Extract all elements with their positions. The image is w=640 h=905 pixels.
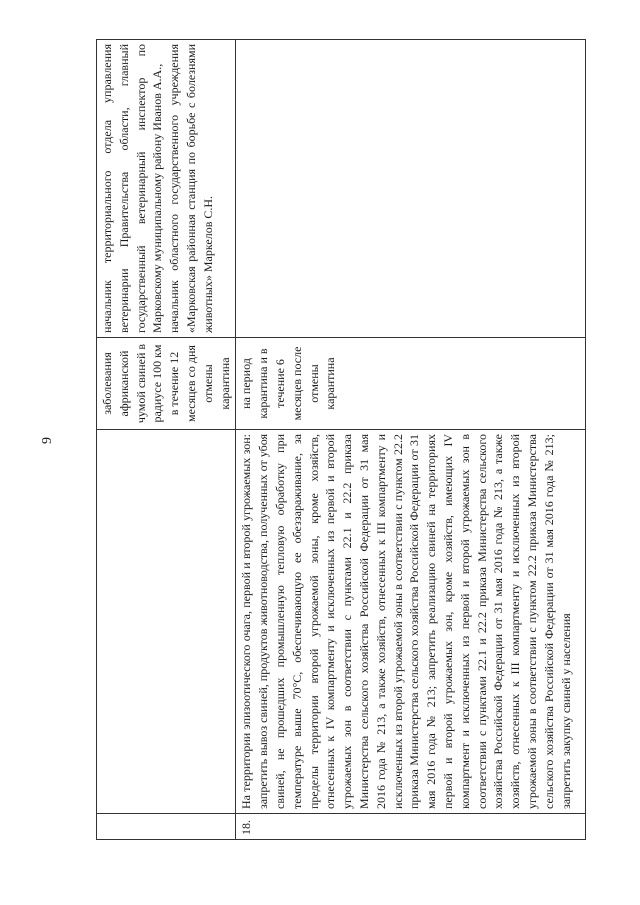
responsible-cell-empty: [236, 40, 586, 338]
responsible-line-1: начальник территориального отдела управления ветеринарии Правительства области, главный государственный ветеринарный инспектор по Марковскому муниципальному району Иванов А.А.,: [100, 44, 165, 333]
responsible-line-2: начальник областного государственного учреждения «Марковская районная станция по борьбе с болезнями животных» Маркелов С.Н.: [167, 44, 215, 333]
measures-table: [96, 39, 586, 840]
top-row-measure-cell: [97, 430, 236, 814]
page-number: 9: [40, 437, 55, 444]
top-row-number-cell: [97, 814, 236, 840]
row-number: 18.: [236, 814, 586, 840]
responsible-cell: [97, 40, 236, 338]
measure-cell: На территории эпизоотического очага, первой и второй угрожаемых зон: запретить вывоз свиней, продуктов животноводства, полученных от убоя свиней, не прошедших промышленную тепловую обработку при температуре выше 70°С, обеспечивающую ее обеззараживание, за пределы территории второй угрожаемой зоны, кроме хозяйств, отнесенных к IV компартменту и исключенных из первой и второй угрожаемых зон в соответствии с пунктами 22.1 и 22.2 приказа Министерства сельского хозяйства Российской Федерации от 31 мая 2016 года № 213, а также хозяйств, отнесенных к III компартменту и исключенных из второй угрожаемой зоны в соответствии с пунктом 22.2 приказа Министерства сельского хозяйства Российской Федерации от 31 мая 2016 года № 213; запретить реализацию свиней на территориях первой и второй угрожаемых зон, кроме хозяйств, имеющих IV компартмент и исключенных из первой и второй угрожаемых зон в соответствии с пунктами 22.1 и 22.2 приказа Министерства сельского хозяйства Российской Федерации от 31 мая 2016 года № 213, а также хозяйств, отнесенных к III компартменту и исключенных из второй угрожаемой зоны в соответствии с пунктом 22.2 приказа Министерства сельского хозяйства Российской Федерации от 31 мая 2016 года № 213; запретить закупку свиней у населения: [236, 430, 586, 814]
table-row-top: [97, 40, 236, 840]
table-row-18: [236, 40, 586, 840]
top-row-term-cell: заболевания африканской чумой свиней в радиусе 100 км в течение 12 месяцев со дня отмены карантина: [97, 338, 236, 430]
rotated-table-wrapper: [96, 40, 586, 840]
term-cell: на период карантина и в течение 6 месяцев после отмены карантина: [236, 338, 586, 430]
